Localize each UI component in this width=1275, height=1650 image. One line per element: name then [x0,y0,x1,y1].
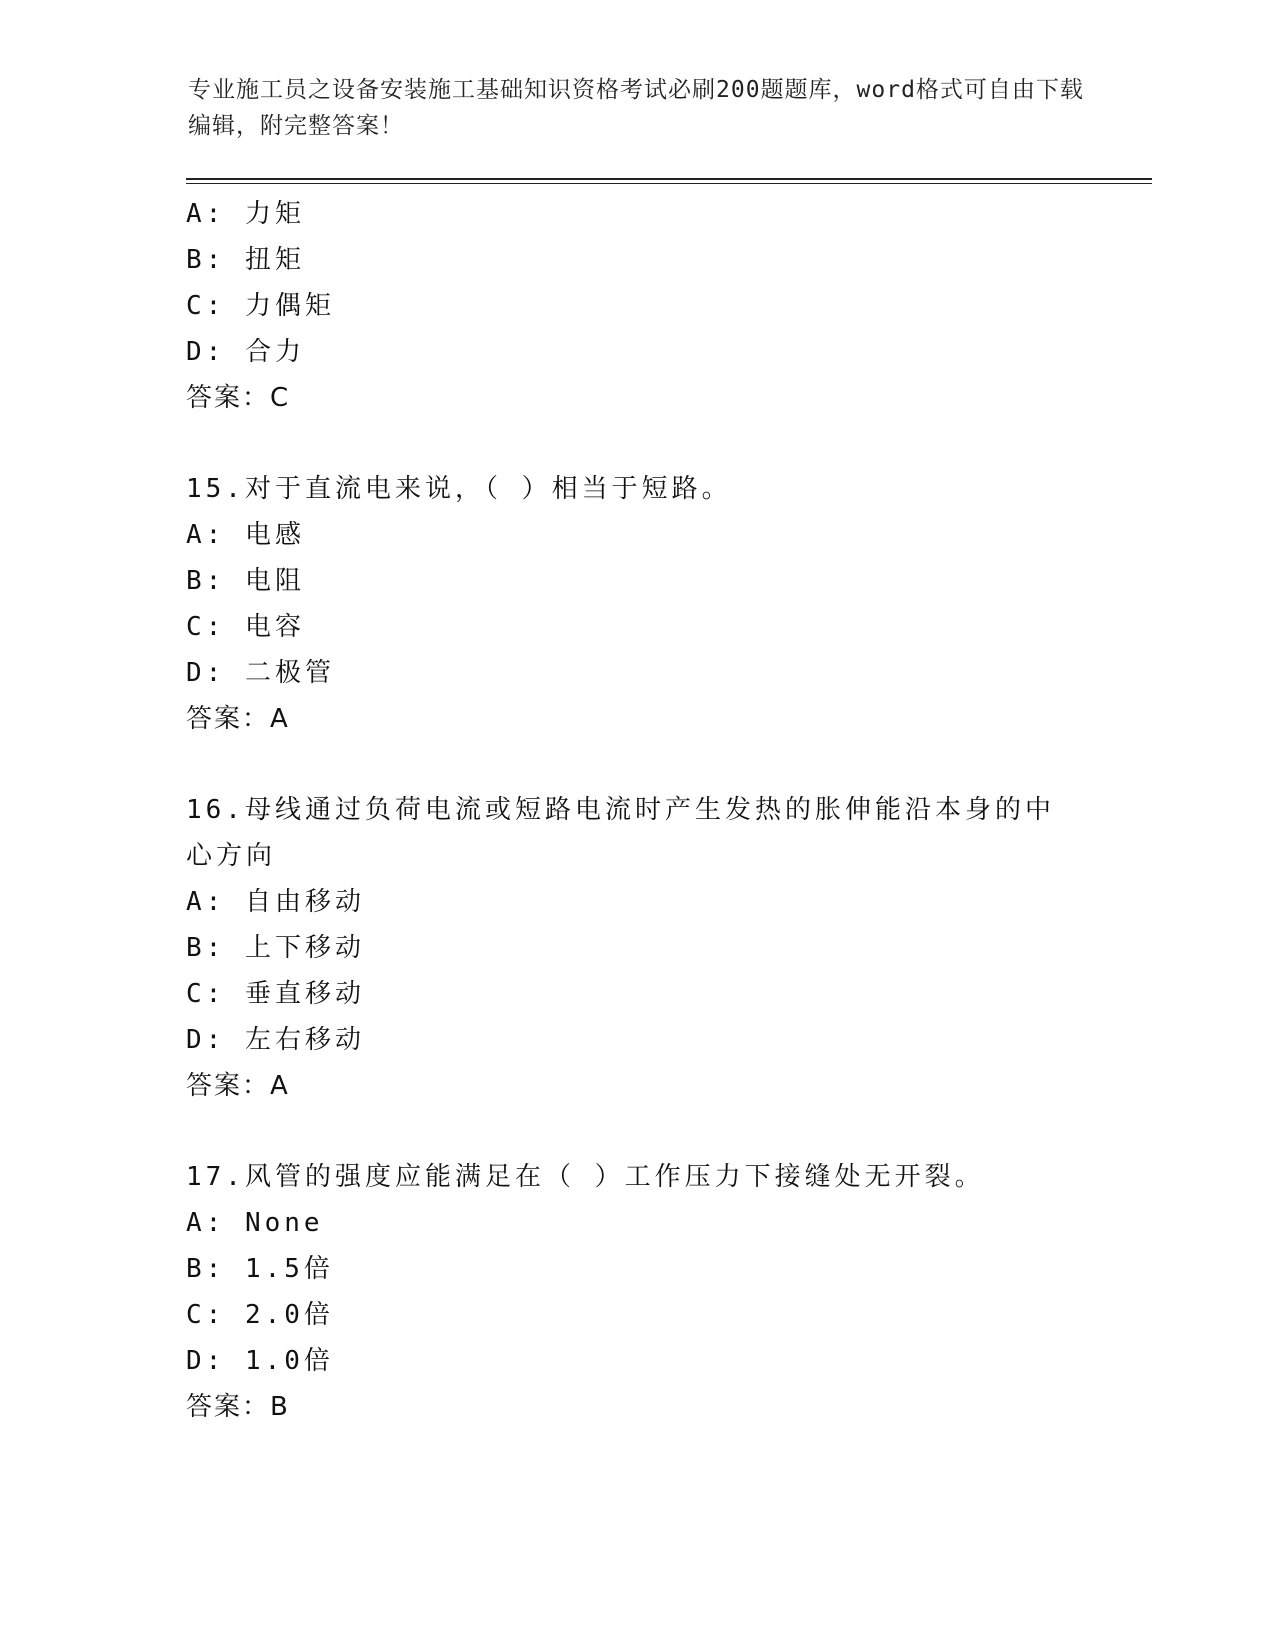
option-b: B: 电阻 [186,566,305,596]
header-divider-thin [186,183,1152,184]
question-14 [186,191,1086,421]
spacer [186,421,1086,466]
question-15 [186,466,1086,742]
option-b: B: 上下移动 [186,933,365,963]
option-a: A: 电感 [186,520,305,550]
option-c: C: 力偶矩 [186,291,335,321]
option-a: A: 力矩 [186,199,305,229]
question-text: 15.对于直流电来说，（ ）相当于短路。 [186,474,732,504]
option-b: B: 扭矩 [186,245,305,275]
answer: 答案：A [186,704,290,734]
option-d: D: 合力 [186,337,305,367]
option-a: A: None [186,1208,324,1238]
option-b: B: 1.5倍 [186,1254,334,1284]
option-d: D: 二极管 [186,658,335,688]
option-d: D: 1.0倍 [186,1346,334,1376]
answer: 答案：A [186,1071,290,1101]
question-text: 17.风管的强度应能满足在（ ）工作压力下接缝处无开裂。 [186,1162,985,1192]
option-c: C: 2.0倍 [186,1300,334,1330]
answer: 答案：C [186,383,291,413]
spacer [186,742,1086,787]
answer: 答案：B [186,1392,290,1422]
question-list [186,191,1086,1430]
document-header: 专业施工员之设备安装施工基础知识资格考试必刷200题题库，word格式可自由下载编辑，附完整答案！ [188,77,1084,139]
question-17 [186,1154,1086,1430]
option-d: D: 左右移动 [186,1025,365,1055]
header-divider-thick [186,178,1152,180]
option-c: C: 电容 [186,612,305,642]
question-16 [186,787,1086,1109]
question-text: 16.母线通过负荷电流或短路电流时产生发热的胀伸能沿本身的中心方向 [186,795,1055,871]
spacer [186,1109,1086,1154]
option-c: C: 垂直移动 [186,979,365,1009]
option-a: A: 自由移动 [186,887,365,917]
